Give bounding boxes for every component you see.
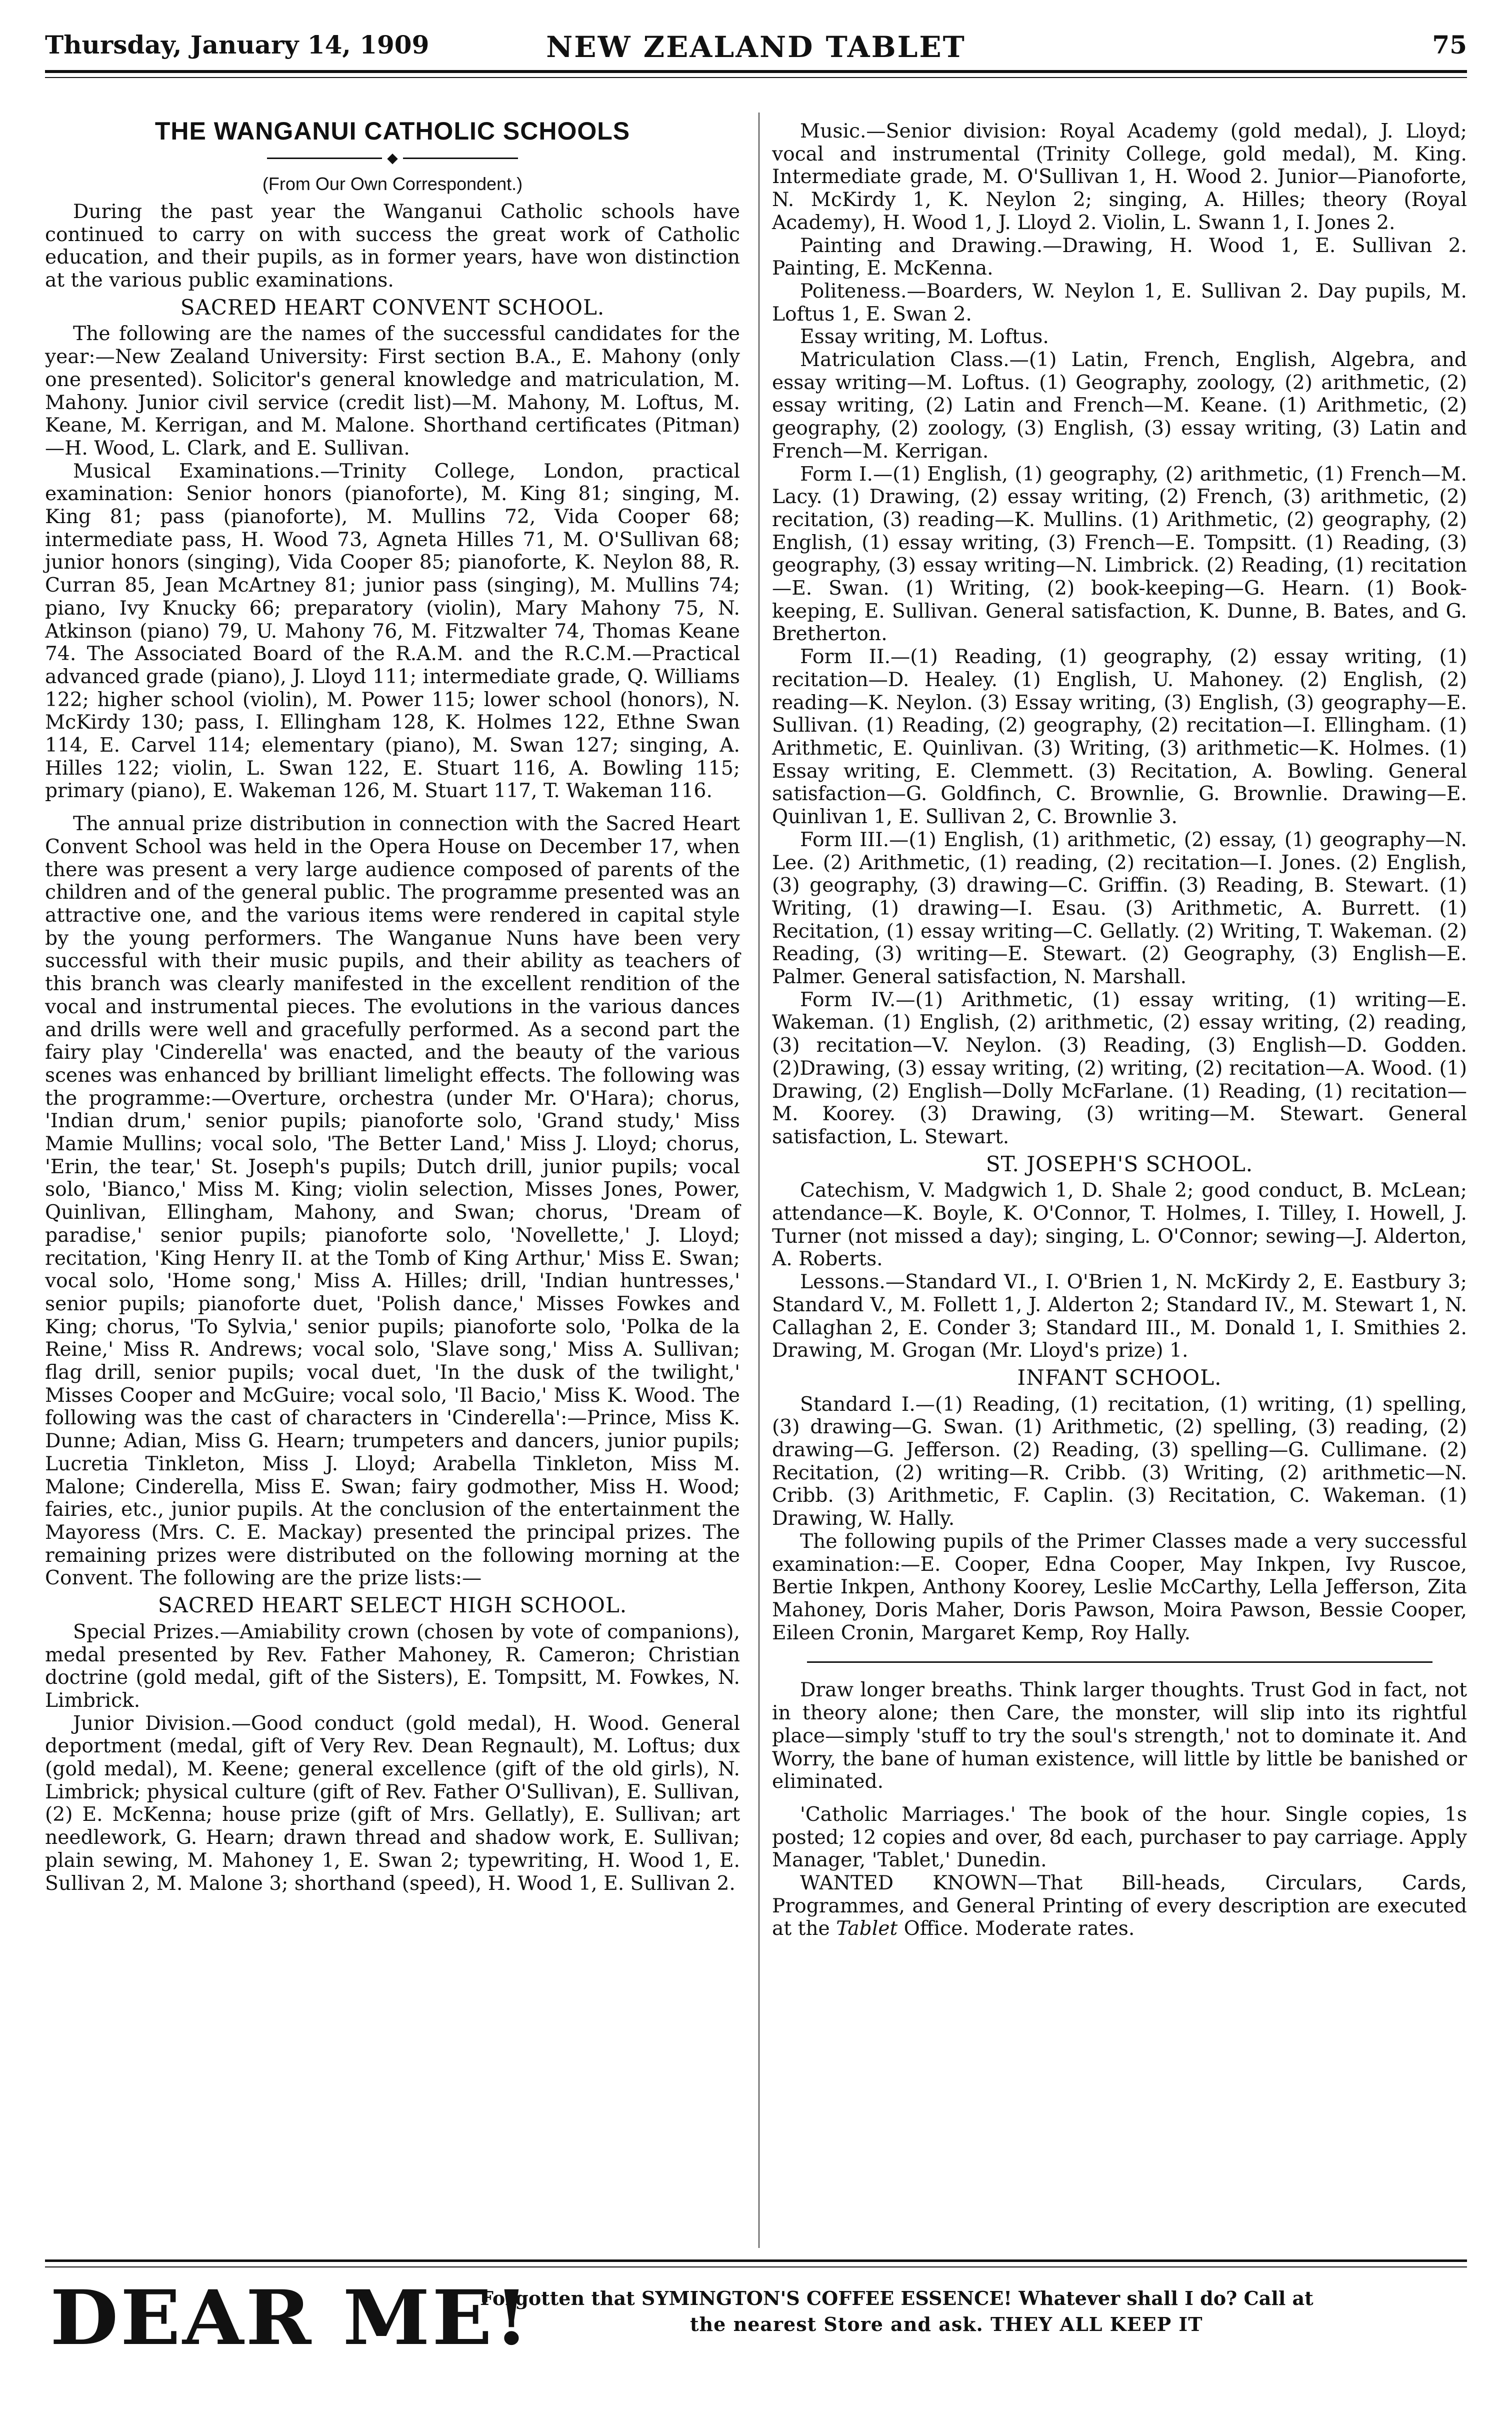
wanted-text-end: Office. Moderate rates.: [898, 1917, 1135, 1940]
paragraph: The following are the names of the successful candidates for the year:—New Zealand University: First section B.A., E. Mahony (only one presented). Solicitor's general knowledge and matriculation, M. Mahony. Junior civil service (credit list)—M. Mahony, M. Loftus, M. Keane, M. Kerrigan, and M. Malone. Shorthand certificates (Pitman)—H. Wood, L. Clark, and E. Sullivan.: [45, 323, 740, 460]
ad-line-1: Forgotten that SYMINGTON'S COFFEE ESSENCE! Whatever shall I do? Call at: [480, 2287, 1314, 2309]
paragraph: Special Prizes.—Amiability crown (chosen by vote of companions), medal presented by Rev. Father Mahoney, R. Cameron; Christian doctrine (gold medal, gift of the Sisters), E. Tompsitt, M. Fowkes, N. Limbrick.: [45, 1620, 740, 1712]
filler-wanted-known: [772, 1872, 1467, 1940]
paragraph: Form III.—(1) English, (1) arithmetic, (2) essay, (1) geography—N. Lee. (2) Arithmetic, (1) reading, (2) recitation—I. Jones. (2) English, (3) geography, (3) drawing—C. Griffin. (3) Reading, B. Stewart. (1) Writing, (1) drawing—I. Esau. (3) Arithmetic, A. Burrett. (1) Recitation, (1) essay writing—C. Gellatly. (2) Writing, T. Wakeman. (2) Reading, (3) writing—E. Stewart. (2) Geography, (3) English—E. Palmer. General satisfaction, N. Marshall.: [772, 828, 1467, 989]
coffee-essence-ad: [480, 2285, 1460, 2337]
filler-marriages: 'Catholic Marriages.' The book of the hour. Single copies, 1s posted; 12 copies and over, 8d each, purchaser to pay carriage. Apply Manager, 'Tablet,' Dunedin.: [772, 1803, 1467, 1872]
article-title: THE WANGANUI CATHOLIC SCHOOLS: [154, 117, 630, 145]
filler-breaths: Draw longer breaths. Think larger thoughts. Trust God in fact, not in theory alone; then Care, the monster, will slip into its rightful place—simply 'stuff to try the soul's strength,' not to dominate it. And Worry, the bane of human existence, will little by little be banished or eliminated.: [772, 1679, 1467, 1793]
article-byline: (From Our Own Correspondent.): [262, 174, 523, 195]
left-column: [45, 117, 740, 1895]
masthead-title: NEW ZEALAND TABLET: [546, 30, 966, 64]
header-rule: [45, 70, 1467, 73]
paragraph: Standard I.—(1) Reading, (1) recitation, (1) writing, (1) spelling, (3) drawing—G. Swan. (1) Arithmetic, (2) spelling, (3) reading, (2) drawing—G. Jefferson. (2) Reading, (3) spelling—G. Cullimane. (2) Recitation, (2) writing—R. Cribb. (3) Writing, (2) arithmetic—N. Cribb. (3) Arithmetic, F. Caplin. (3) Recitation, C. Wakeman. (1) Drawing, W. Hally.: [772, 1393, 1467, 1530]
paragraph: Lessons.—Standard VI., I. O'Brien 1, N. McKirdy 2, E. Eastbury 3; Standard V., M. Follett 1, J. Alderton 2; Standard IV., M. Stewart 1, N. Callaghan 2, E. Conder 3; Standard III., M. Donald 1, I. Smithies 2. Drawing, M. Grogan (Mr. Lloyd's prize) 1.: [772, 1271, 1467, 1362]
paragraph: The annual prize distribution in connection with the Sacred Heart Convent School was held in the Opera House on December 17, when there was present a very large audience composed of parents of the children and of the general public. The programme presented was an attractive one, and the various items were rendered in capital style by the young performers. The Wanganue Nuns have been very successful with their music pupils, and their ability as teachers of this branch was clearly manifested in the excellent rendition of the vocal and instrumental pieces. The evolutions in the various dances and drills were well and gracefully performed. As a second part the fairy play 'Cinderella' was enacted, and the beauty of the various scenes was enhanced by brilliant limelight effects. The following was the programme:—Overture, orchestra (under Mr. O'Hara); chorus, 'Indian drum,' senior pupils; pianoforte solo, 'Grand study,' Miss Mamie Mullins; vocal solo, 'The Better Land,' Miss J. Lloyd; chorus, 'Erin, the tear,' St. Joseph's pupils; Dutch drill, junior pupils; vocal solo, 'Bianco,' Miss M. King; violin selection, Misses Jones, Power, Quinlivan, Ellingham, Mahony, and Swan; chorus, 'Dream of paradise,' senior pupils; pianoforte solo, 'Novellette,' J. Lloyd; recitation, 'King Henry II. at the Tomb of King Arthur,' Miss E. Swan; vocal solo, 'Home song,' Miss A. Hilles; drill, 'Indian huntresses,' senior pupils; pianoforte duet, 'Polish dance,' Misses Fowkes and King; chorus, 'To Sylvia,' senior pupils; pianoforte solo, 'Polka de la Reine,' Miss R. Andrews; vocal solo, 'Slave song,' Miss A. Sullivan; flag drill, senior pupils; vocal duet, 'In the dusk of the twilight,' Misses Cooper and McGuire; vocal solo, 'Il Bacio,' Miss K. Wood. The following was the cast of characters in 'Cinderella':—Prince, Miss K. Dunne; Adian, Miss G. Hearn; trumpeters and dancers, junior pupils; Lucretia Tinkleton, Miss J. Lloyd; Arabella Tinkleton, Miss M. Malone; Cinderella, Miss E. Swan; fairy godmother, Miss H. Wood; fairies, etc., junior pupils. At the conclusion of the entertainment the Mayoress (Mrs. C. E. Mackay) presented the principal prizes. The remaining prizes were distributed on the following morning at the Convent. The following are the prize lists:—: [45, 813, 740, 1590]
paragraph: Form II.—(1) Reading, (1) geography, (2) essay writing, (1) recitation—D. Healey. (1) English, U. Mahoney. (2) English, (2) reading—K. Neylon. (3) Essay writing, (3) English, (3) geography—E. Sullivan. (1) Reading, (2) geography, (2) recitation—I. Ellingham. (1) Arithmetic, E. Quinlivan. (3) Writing, (3) arithmetic—K. Holmes. (1) Essay writing, E. Clemmett. (3) Recitation, A. Bowling. General satisfaction—G. Goldfinch, C. Brownlie, G. Brownlie. Drawing—E. Quinlivan 1, E. Sullivan 2, C. Brownlie 3.: [772, 646, 1467, 829]
diamond-ornament-icon: ◆: [387, 150, 398, 167]
header-rule-thin: [45, 77, 1467, 78]
page-header: [45, 30, 1467, 65]
wanted-tablet-italic: Tablet: [836, 1917, 898, 1940]
footer-rule-thin: [45, 2266, 1467, 2267]
ad-headline: DEAR ME!: [50, 2274, 531, 2362]
wanted-text: WANTED KNOWN—That Bill-heads, Circulars, Cards, Programmes, and General Printing of every description are executed at the: [772, 1872, 1467, 1940]
paragraph: Junior Division.—Good conduct (gold medal), H. Wood. General deportment (medal, gift of Very Rev. Dean Regnault), M. Loftus; dux (gold medal), M. Keene; general excellence (gift of the old girls), N. Limbrick; physical culture (gift of Rev. Father O'Sullivan), E. Sullivan, (2) E. McKenna; house prize (gift of Mrs. Gellatly), E. Sullivan; art needlework, G. Hearn; drawn thread and shadow work, E. Sullivan; plain sewing, M. Mahoney 1, E. Swan 2; typewriting, H. Wood 1, E. Sullivan 2, M. Malone 3; shorthand (speed), H. Wood 1, E. Sullivan 2.: [45, 1712, 740, 1895]
paragraph: Catechism, V. Madgwich 1, D. Shale 2; good conduct, B. McLean; attendance—K. Boyle, K. O'Connor, T. Holmes, I. Tilley, I. Howell, J. Turner (not missed a day); singing, L. O'Connor; sewing—J. Alderton, A. Roberts.: [772, 1179, 1467, 1271]
paragraph: Matriculation Class.—(1) Latin, French, English, Algebra, and essay writing—M. Loftus. (1) Geography, zoology, (2) arithmetic, (2) essay writing, (2) Latin and French—M. Keane. (1) Arithmetic, (2) geography, (2) zoology, (3) English, (3) essay writing, (3) Latin and French—M. Kerrigan.: [772, 349, 1467, 463]
column-divider: [758, 113, 760, 2248]
title-ornament: [45, 150, 740, 166]
section-heading-st-joseph: ST. JOSEPH'S SCHOOL.: [986, 1151, 1254, 1176]
paragraph: Music.—Senior division: Royal Academy (gold medal), J. Lloyd; vocal and instrumental (Trinity College, gold medal), M. King. Intermediate grade, M. O'Sullivan 1, H. Wood 2. Junior—Pianoforte, N. McKirdy 1, K. Neylon 2; singing, A. Hilles; theory (Royal Academy), H. Wood 1, J. Lloyd 2. Violin, L. Swann 1, I. Jones 2.: [772, 120, 1467, 234]
right-column: [772, 120, 1467, 1940]
paragraph: The following pupils of the Primer Classes made a very successful examination:—E. Cooper, Edna Cooper, May Inkpen, Ivy Ruscoe, Bertie Inkpen, Anthony Koorey, Leslie McCarthy, Lella Jefferson, Zita Mahoney, Doris Maher, Doris Pawson, Moira Pawson, Bessie Cooper, Eileen Cronin, Margaret Kemp, Roy Hally.: [772, 1530, 1467, 1644]
article-intro: During the past year the Wanganui Catholic schools have continued to carry on with success the great work of Catholic education, and their pupils, as in former years, have won distinction at the various public examinations.: [45, 200, 740, 292]
paragraph: Essay writing, M. Loftus.: [800, 326, 1049, 349]
article-end-rule: [807, 1661, 1432, 1663]
issue-date: Thursday, January 14, 1909: [45, 30, 430, 60]
paragraph: Painting and Drawing.—Drawing, H. Wood 1, E. Sullivan 2. Painting, E. McKenna.: [772, 234, 1467, 280]
paragraph: Form IV.—(1) Arithmetic, (1) essay writing, (1) writing—E. Wakeman. (1) English, (2) arithmetic, (2) essay writing, (2) reading, (3) recitation—V. Neylon. (3) Reading, (3) English—D. Godden. (2)Drawing, (3) essay writing, (2) writing, (2) recitation—A. Wood. (1) Drawing, (2) English—Dolly McFarlane. (1) Reading, (1) recitation—M. Koorey. (3) Drawing, (3) writing—M. Stewart. General satisfaction, L. Stewart.: [772, 988, 1467, 1148]
paragraph: Politeness.—Boarders, W. Neylon 1, E. Sullivan 2. Day pupils, M. Loftus 1, E. Swan 2.: [772, 280, 1467, 326]
footer-rule: [45, 2259, 1467, 2262]
page-number: 75: [1432, 30, 1467, 60]
ad-line-2: the nearest Store and ask. THEY ALL KEEP IT: [690, 2313, 1203, 2335]
paragraph: Musical Examinations.—Trinity College, London, practical examination: Senior honors (pianoforte), M. King 81; singing, M. King 81; pass (pianoforte), M. Mullins 72, Vida Cooper 68; intermediate pass, H. Wood 73, Agneta Hilles 71, M. O'Sullivan 68; junior honors (singing), Vida Cooper 85; pianoforte, K. Neylon 88, R. Curran 85, Jean McArtney 81; junior pass (singing), M. Mullins 74; piano, Ivy Knucky 66; preparatory (violin), Mary Mahony 75, N. Atkinson (piano) 79, U. Mahony 76, M. Fitzwalter 74, Thomas Keane 74. The Associated Board of the R.A.M. and the R.C.M.—Practical advanced grade (piano), J. Lloyd 111; intermediate grade, Q. Williams 122; higher school (violin), M. Power 115; lower school (honors), N. McKirdy 130; pass, I. Ellingham 128, K. Holmes 122, Ethne Swan 114, E. Carvel 114; elementary (piano), M. Swan 127; singing, A. Hilles 122; violin, L. Swan 122, E. Stuart 116, A. Bowling 115; primary (piano), E. Wakeman 126, M. Stuart 117, T. Wakeman 116.: [45, 460, 740, 803]
section-heading-convent: SACRED HEART CONVENT SCHOOL.: [180, 295, 605, 320]
section-heading-select-high: SACRED HEART SELECT HIGH SCHOOL.: [158, 1593, 628, 1618]
section-heading-infant: INFANT SCHOOL.: [1017, 1365, 1222, 1390]
paragraph: Form I.—(1) English, (1) geography, (2) arithmetic, (1) French—M. Lacy. (1) Drawing, (2) essay writing, (2) French, (3) arithmetic, (2) recitation, (3) reading—K. Mullins. (1) Arithmetic, (2) geography, (2) English, (1) essay writing, (3) French—E. Tompsitt. (1) Reading, (3) geography, (3) essay writing—N. Limbrick. (2) Reading, (1) recitation—E. Swan. (1) Writing, (2) book-keeping—G. Hearn. (1) Book-keeping, E. Sullivan. General satisfaction, K. Dunne, B. Bates, and G. Bretherton.: [772, 463, 1467, 646]
